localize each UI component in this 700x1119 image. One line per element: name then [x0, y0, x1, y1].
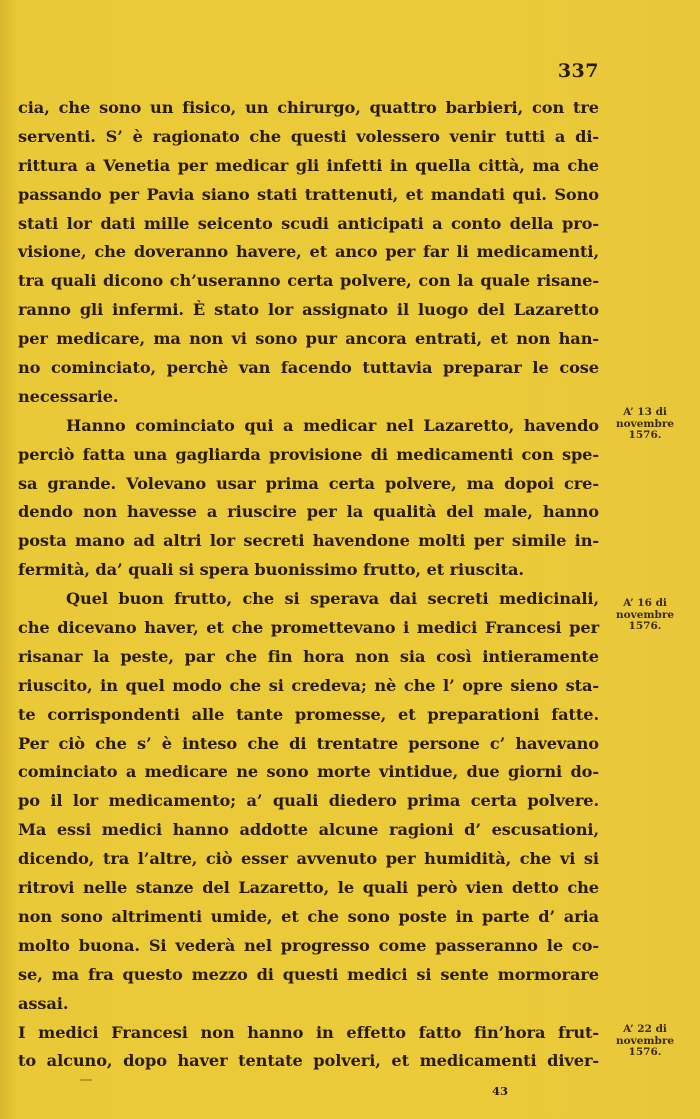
margin-date-note	[606, 598, 684, 633]
text-line: assai.	[18, 993, 69, 1013]
text-line: dendo non havesse a riuscire per la qualità del male, hanno	[18, 502, 599, 522]
margin-note-line: novembre	[615, 1034, 675, 1047]
text-line: po il lor medicamento; a’ quali diedero prima certa polvere.	[18, 791, 599, 811]
text-line: per medicare, ma non vi sono pur ancora entrati, et non han-	[18, 329, 599, 349]
text-line: necessarie.	[18, 386, 119, 406]
margin-note-line: 1576.	[628, 1046, 662, 1058]
text-line: ranno gli infermi. È stato lor assignato il luogo del Lazaretto	[18, 300, 599, 320]
margin-note-line: novembre	[615, 417, 675, 430]
text-line: perciò fatta una gagliarda provisione di medicamenti con spe-	[18, 444, 599, 464]
text-line: riuscito, in quel modo che si credeva; nè che l’ opre sieno sta-	[18, 675, 599, 695]
margin-note-line: A’ 13 di	[623, 406, 667, 418]
text-line: visione, che doveranno havere, et anco per far li medicamenti,	[18, 242, 599, 262]
signature-mark: 43	[491, 1084, 508, 1098]
text-line: risanar la peste, par che fin hora non sia così intieramente	[18, 646, 599, 666]
margin-date-note	[606, 1024, 684, 1059]
text-line: cominciato a medicare ne sono morte vintidue, due giorni do-	[18, 762, 599, 782]
margin-note-line: A’ 22 di	[623, 1023, 667, 1035]
text-line: tra quali dicono ch’useranno certa polvere, con la quale risane-	[18, 271, 599, 291]
text-line: passando per Pavia siano stati trattenuti, et mandati qui. Sono	[18, 184, 599, 204]
text-line: se, ma fra questo mezzo di questi medici si sente mormorare	[18, 964, 599, 984]
margin-note-line: 1576.	[628, 429, 662, 441]
page-number: 337	[557, 60, 599, 82]
text-line: stati lor dati mille seicento scudi anticipati a conto della pro-	[18, 213, 599, 233]
paragraph-start-line: I medici Francesi non hanno in effetto fatto fin’hora frut-	[18, 1022, 599, 1042]
text-line: non sono altrimenti umide, et che sono poste in parte d’ aria	[18, 906, 599, 926]
text-line: dicendo, tra l’altre, ciò esser avvenuto per humidità, che vi si	[18, 849, 599, 869]
paragraph-start-line: Hanno cominciato qui a medicar nel Lazaretto, havendo	[66, 415, 599, 435]
text-line: rittura a Venetia per medicar gli infetti in quella città, ma che	[18, 155, 599, 175]
text-line: ritrovi nelle stanze del Lazaretto, le quali però vien detto che	[18, 878, 599, 898]
body-text	[18, 94, 599, 1076]
text-line: no cominciato, perchè van facendo tuttavia preparar le cose	[18, 358, 599, 378]
margin-note-line: 1576.	[628, 620, 662, 632]
text-line: Ma essi medici hanno addotte alcune ragioni d’ escusationi,	[18, 820, 599, 840]
text-line: Per ciò che s’ è inteso che di trentatre persone c’ havevano	[18, 733, 599, 753]
text-line: to alcuno, dopo haver tentate polveri, et medicamenti diver-	[18, 1051, 599, 1071]
print-smudge	[80, 1079, 92, 1081]
text-line: che dicevano haver, et che promettevano i medici Francesi per	[18, 618, 599, 638]
text-line: fermità, da’ quali si spera buonissimo frutto, et riuscita.	[18, 560, 524, 580]
text-line: te corrispondenti alle tante promesse, et preparationi fatte.	[18, 704, 599, 724]
paragraph-start-line: Quel buon frutto, che si sperava dai secreti medicinali,	[66, 589, 599, 609]
text-line: serventi. S’ è ragionato che questi volessero venir tutti a di-	[18, 126, 599, 146]
margin-note-line: A’ 16 di	[623, 597, 667, 609]
margin-date-note	[606, 407, 684, 442]
text-line: sa grande. Volevano usar prima certa polvere, ma dopoi cre-	[18, 473, 599, 493]
margin-note-line: novembre	[615, 608, 675, 621]
text-line: posta mano ad altri lor secreti havendone molti per simile in-	[18, 531, 599, 551]
text-line: molto buona. Si vederà nel progresso come passeranno le co-	[18, 935, 599, 955]
text-line: cia, che sono un fisico, un chirurgo, quattro barbieri, con tre	[18, 98, 599, 117]
